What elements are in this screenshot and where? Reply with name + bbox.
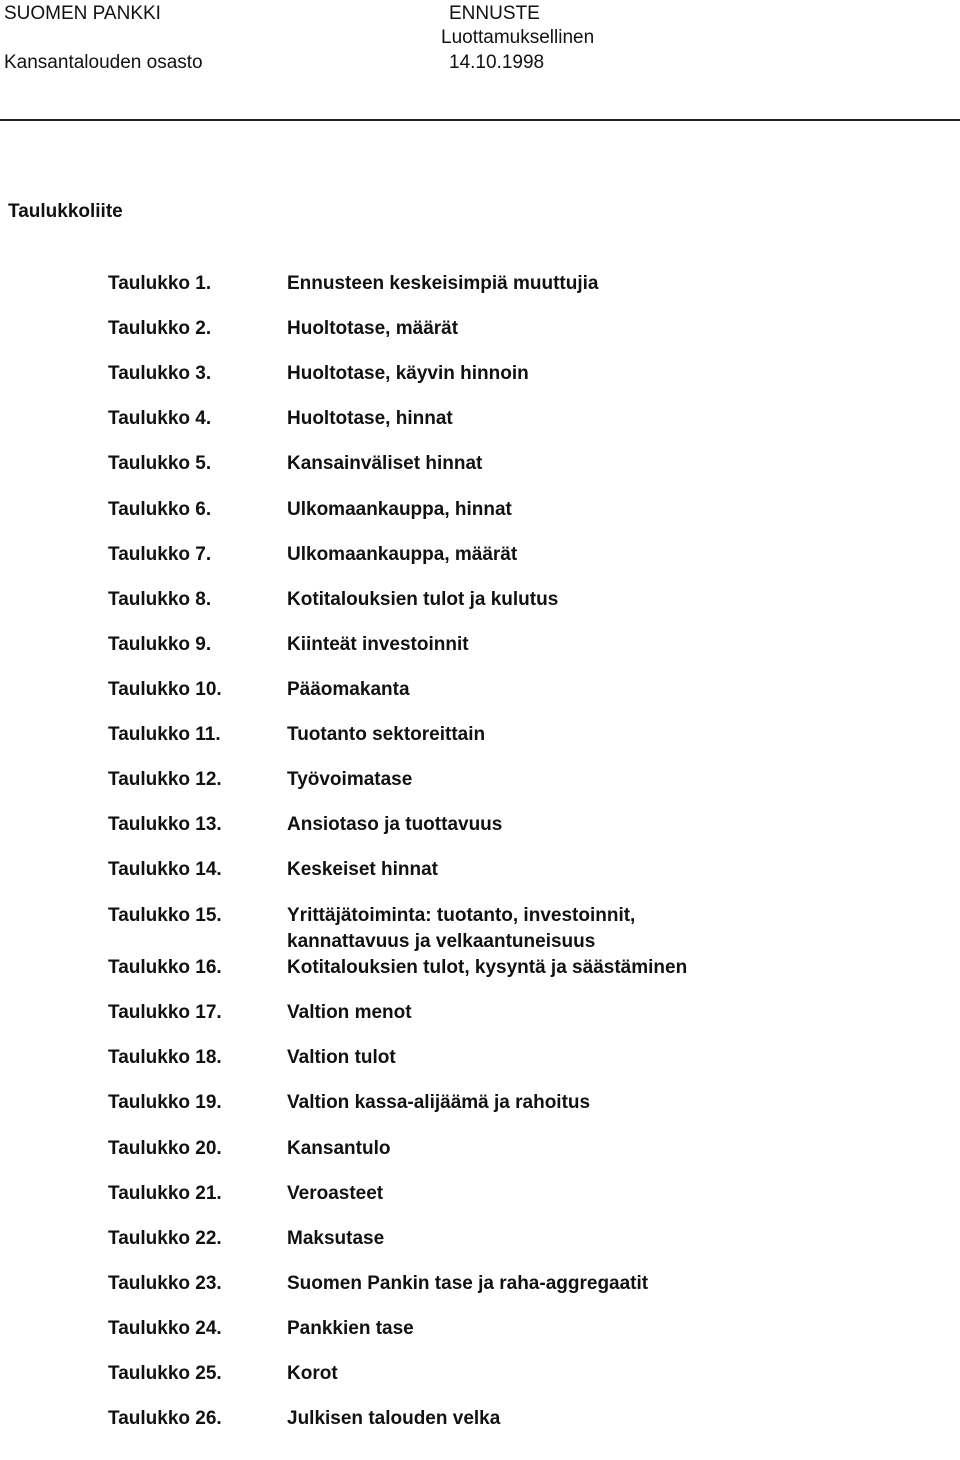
table-title-20: Kansantulo bbox=[287, 1138, 391, 1159]
table-label-3: Taulukko 3. bbox=[108, 363, 212, 384]
table-title-24: Pankkien tase bbox=[287, 1318, 414, 1339]
table-title-7: Ulkomaankauppa, määrät bbox=[287, 544, 518, 565]
table-title-13: Ansiotaso ja tuottavuus bbox=[287, 814, 503, 835]
table-label-2: Taulukko 2. bbox=[108, 318, 212, 339]
table-label-17: Taulukko 17. bbox=[108, 1002, 222, 1023]
table-title-9: Kiinteät investoinnit bbox=[287, 634, 469, 655]
organization-name: SUOMEN PANKKI bbox=[4, 3, 161, 24]
document-date: 14.10.1998 bbox=[449, 52, 545, 73]
table-title-16: Kotitalouksien tulot, kysyntä ja säästäminen bbox=[287, 957, 688, 978]
table-label-5: Taulukko 5. bbox=[108, 453, 212, 474]
table-title-12: Työvoimatase bbox=[287, 769, 413, 790]
table-title-22: Maksutase bbox=[287, 1228, 385, 1249]
department-name: Kansantalouden osasto bbox=[4, 52, 203, 73]
table-label-26: Taulukko 26. bbox=[108, 1408, 222, 1429]
table-label-19: Taulukko 19. bbox=[108, 1092, 222, 1113]
table-title-21: Veroasteet bbox=[287, 1183, 384, 1204]
table-label-6: Taulukko 6. bbox=[108, 499, 212, 520]
table-label-24: Taulukko 24. bbox=[108, 1318, 222, 1339]
table-label-23: Taulukko 23. bbox=[108, 1273, 222, 1294]
table-title-6: Ulkomaankauppa, hinnat bbox=[287, 499, 512, 520]
table-title-26: Julkisen talouden velka bbox=[287, 1408, 501, 1429]
table-label-12: Taulukko 12. bbox=[108, 769, 222, 790]
document-type: ENNUSTE bbox=[449, 3, 540, 24]
section-title: Taulukkoliite bbox=[8, 201, 123, 222]
table-title-8: Kotitalouksien tulot ja kulutus bbox=[287, 589, 559, 610]
table-label-1: Taulukko 1. bbox=[108, 273, 212, 294]
table-title-15-line1: Yrittäjätoiminta: tuotanto, investoinnit, bbox=[287, 905, 636, 926]
table-label-22: Taulukko 22. bbox=[108, 1228, 222, 1249]
table-label-4: Taulukko 4. bbox=[108, 408, 212, 429]
table-label-16: Taulukko 16. bbox=[108, 957, 222, 978]
table-label-21: Taulukko 21. bbox=[108, 1183, 222, 1204]
table-title-5: Kansainväliset hinnat bbox=[287, 453, 483, 474]
table-label-8: Taulukko 8. bbox=[108, 589, 212, 610]
confidentiality-label: Luottamuksellinen bbox=[441, 27, 595, 48]
table-title-25: Korot bbox=[287, 1363, 338, 1384]
table-label-9: Taulukko 9. bbox=[108, 634, 212, 655]
table-title-19: Valtion kassa-alijäämä ja rahoitus bbox=[287, 1092, 591, 1113]
table-label-18: Taulukko 18. bbox=[108, 1047, 222, 1068]
table-label-20: Taulukko 20. bbox=[108, 1138, 222, 1159]
table-label-11: Taulukko 11. bbox=[108, 724, 221, 745]
table-title-11: Tuotanto sektoreittain bbox=[287, 724, 486, 745]
table-title-18: Valtion tulot bbox=[287, 1047, 396, 1068]
table-title-14: Keskeiset hinnat bbox=[287, 859, 438, 880]
table-label-15: Taulukko 15. bbox=[108, 905, 222, 926]
table-title-15-line2: kannattavuus ja velkaantuneisuus bbox=[287, 931, 596, 952]
table-title-1: Ennusteen keskeisimpiä muuttujia bbox=[287, 273, 599, 294]
table-title-3: Huoltotase, käyvin hinnoin bbox=[287, 363, 529, 384]
table-label-13: Taulukko 13. bbox=[108, 814, 222, 835]
table-title-23: Suomen Pankin tase ja raha-aggregaatit bbox=[287, 1273, 649, 1294]
table-title-17: Valtion menot bbox=[287, 1002, 412, 1023]
table-label-25: Taulukko 25. bbox=[108, 1363, 222, 1384]
table-title-4: Huoltotase, hinnat bbox=[287, 408, 453, 429]
table-title-2: Huoltotase, määrät bbox=[287, 318, 459, 339]
table-title-15 bbox=[287, 904, 635, 954]
table-label-7: Taulukko 7. bbox=[108, 544, 212, 565]
table-label-14: Taulukko 14. bbox=[108, 859, 222, 880]
table-label-10: Taulukko 10. bbox=[108, 679, 222, 700]
table-title-10: Pääomakanta bbox=[287, 679, 410, 700]
